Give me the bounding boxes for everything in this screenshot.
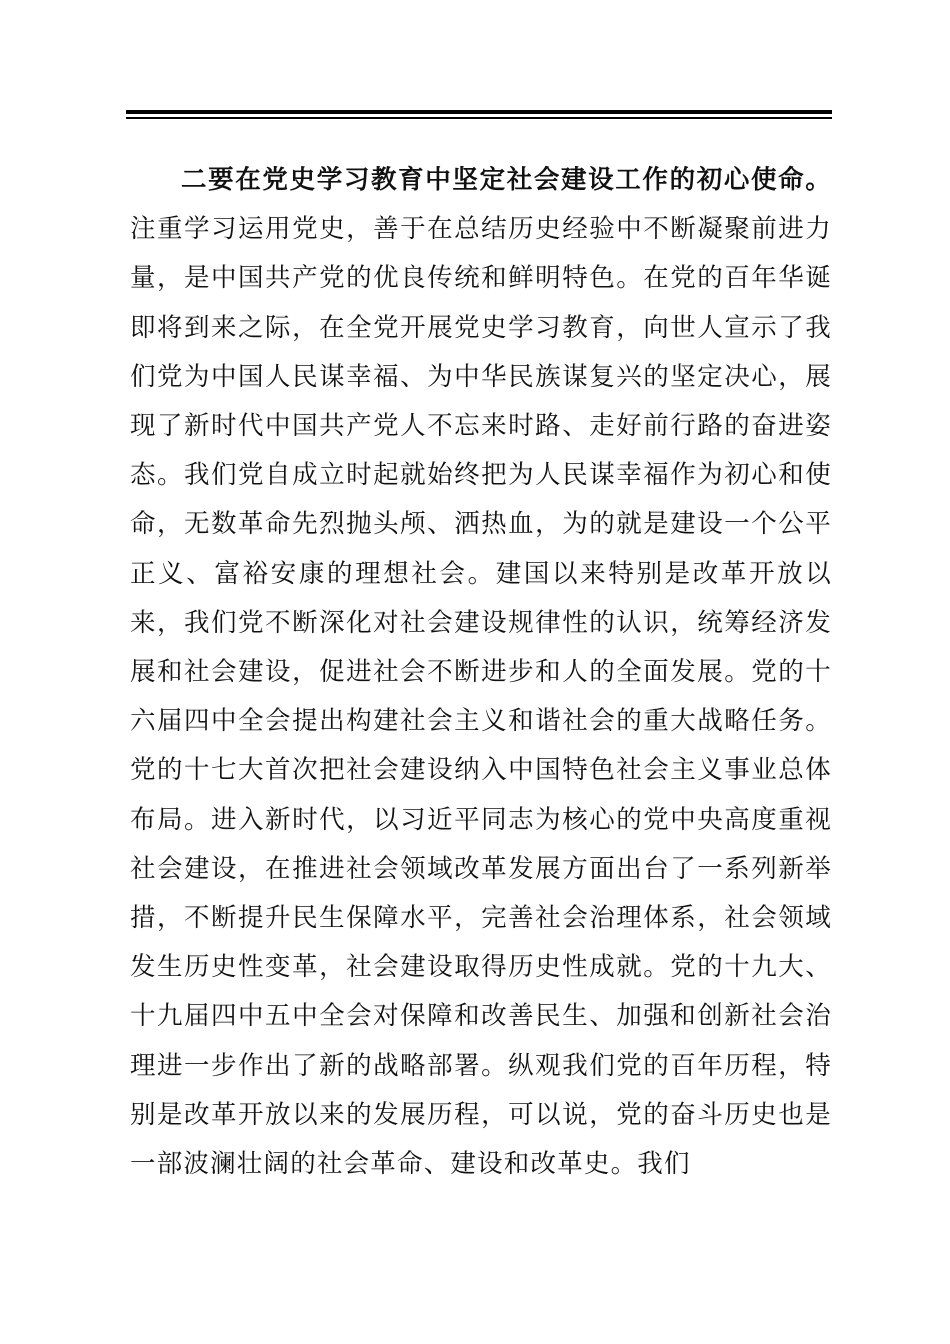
header-double-rule bbox=[126, 110, 832, 119]
paragraph-body-text: 注重学习运用党史，善于在总结历史经验中不断凝聚前进力量，是中国共产党的优良传统和鲜明特色。在党的百年华诞即将到来之际，在全党开展党史学习教育，向世人宣示了我们党为中国人民谋幸福、为中华民族谋复兴的坚定决心，展现了新时代中国共产党人不忘来时路、走好前行路的奋进姿态。我们党自成立时起就始终把为人民谋幸福作为初心和使命，无数革命先烈抛头颅、洒热血，为的就是建设一个公平正义、富裕安康的理想社会。建国以来特别是改革开放以来，我们党不断深化对社会建设规律性的认识，统筹经济发展和社会建设，促进社会不断进步和人的全面发展。党的十六届四中全会提出构建社会主义和谐社会的重大战略任务。党的十七大首次把社会建设纳入中国特色社会主义事业总体布局。进入新时代，以习近平同志为核心的党中央高度重视社会建设，在推进社会领域改革发展方面出台了一系列新举措，不断提升民生保障水平，完善社会治理体系，社会领域发生历史性变革，社会建设取得历史性成就。党的十九大、十九届四中五中全会对保障和改善民生、加强和创新社会治理进一步作出了新的战略部署。纵观我们党的百年历程，特别是改革开放以来的发展历程，可以说，党的奋斗历史也是一部波澜壮阔的社会革命、建设和改革史。我们 bbox=[130, 214, 832, 1180]
body-paragraph bbox=[130, 156, 832, 1189]
paragraph-lead-sentence: 二要在党史学习教育中坚定社会建设工作的初心使命。 bbox=[181, 165, 832, 195]
header-rule-thin-line bbox=[126, 117, 832, 119]
